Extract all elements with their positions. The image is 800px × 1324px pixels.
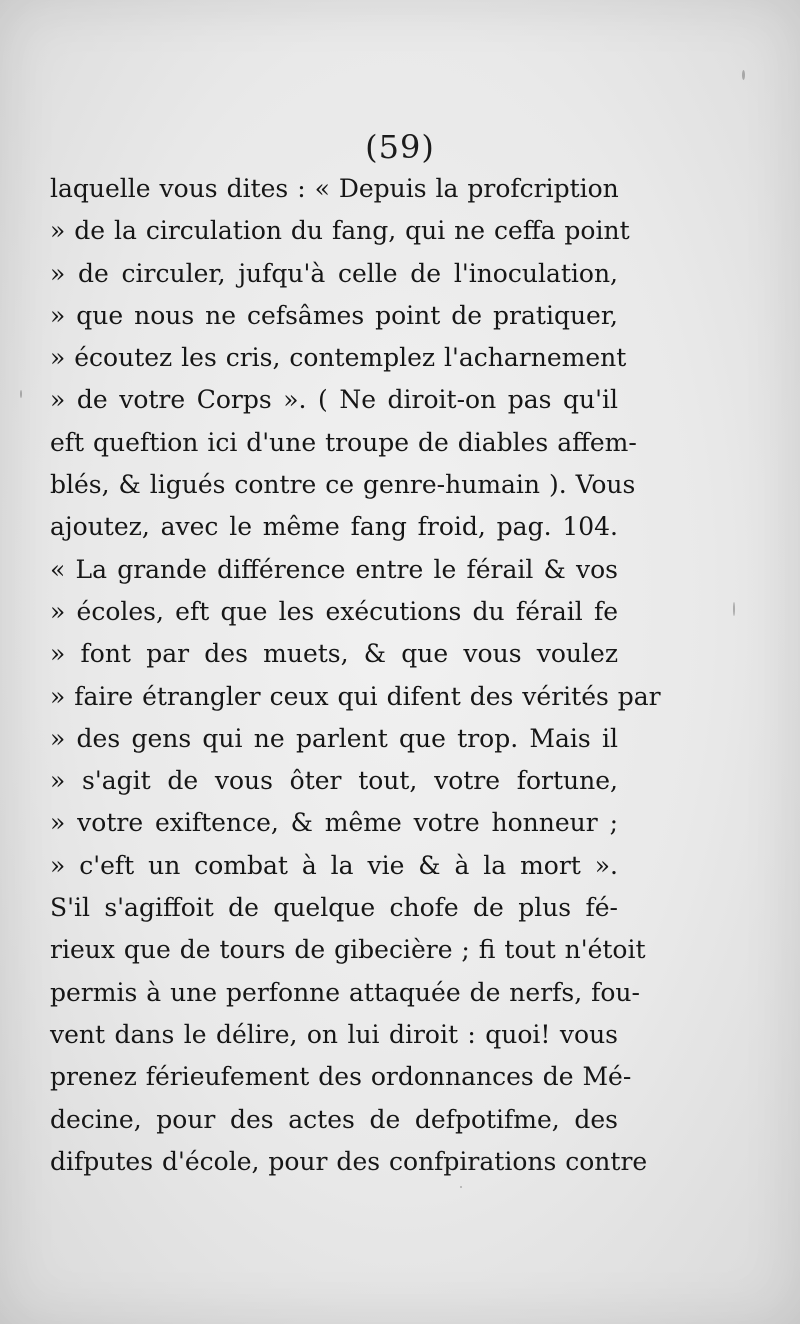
text-line: difputes d'école, pour des confpirations contre (50, 1146, 648, 1176)
text-line: « La grande différence entre le férail & vos (50, 554, 618, 584)
text-line: » de circuler, jufqu'à celle de l'inoculation, (50, 258, 618, 288)
text-line: » écoles, eft que les exécutions du férail fe (50, 596, 618, 626)
text-line: vent dans le délire, on lui diroit : quoi! vous (50, 1019, 618, 1049)
body-text (50, 168, 661, 1183)
paper-speck (742, 70, 745, 80)
text-line: » de la circulation du fang, qui ne ceffa point (50, 216, 630, 246)
text-line: » de votre Corps ». ( Ne diroit-on pas qu'il (50, 385, 618, 415)
text-line: laquelle vous dites : « Depuis la profcription (50, 174, 619, 203)
text-line: » s'agit de vous ôter tout, votre fortune, (50, 766, 618, 796)
paper-speck (733, 602, 735, 616)
text-line: S'il s'agiffoit de quelque chofe de plus fé- (50, 893, 618, 923)
text-line: eft queftion ici d'une troupe de diables affem- (50, 427, 637, 457)
paper-speck (20, 390, 22, 398)
text-line: ajoutez, avec le même fang froid, pag. 104. (50, 512, 618, 542)
text-line: » des gens qui ne parlent que trop. Mais il (50, 723, 618, 753)
text-line: permis à une perfonne attaquée de nerfs, fou- (50, 977, 640, 1007)
text-line: decine, pour des actes de defpotifme, des (50, 1104, 618, 1134)
text-line: prenez férieufement des ordonnances de Mé- (50, 1062, 632, 1092)
text-line: » faire étrangler ceux qui difent des vérités par (50, 681, 661, 711)
text-line: » c'eft un combat à la vie & à la mort ». (50, 850, 618, 880)
paper-speck (460, 1186, 462, 1188)
text-line: » font par des muets, & que vous voulez (50, 639, 618, 669)
page-number: (59) (365, 128, 435, 166)
text-line: » écoutez les cris, contemplez l'acharnement (50, 343, 627, 373)
text-line: blés, & ligués contre ce genre-humain ). Vous (50, 470, 636, 500)
text-line: rieux que de tours de gibecière ; fi tout n'étoit (50, 935, 646, 965)
text-line: » que nous ne cefsâmes point de pratiquer, (50, 300, 618, 330)
text-line: » votre exiftence, & même votre honneur ; (50, 808, 618, 838)
